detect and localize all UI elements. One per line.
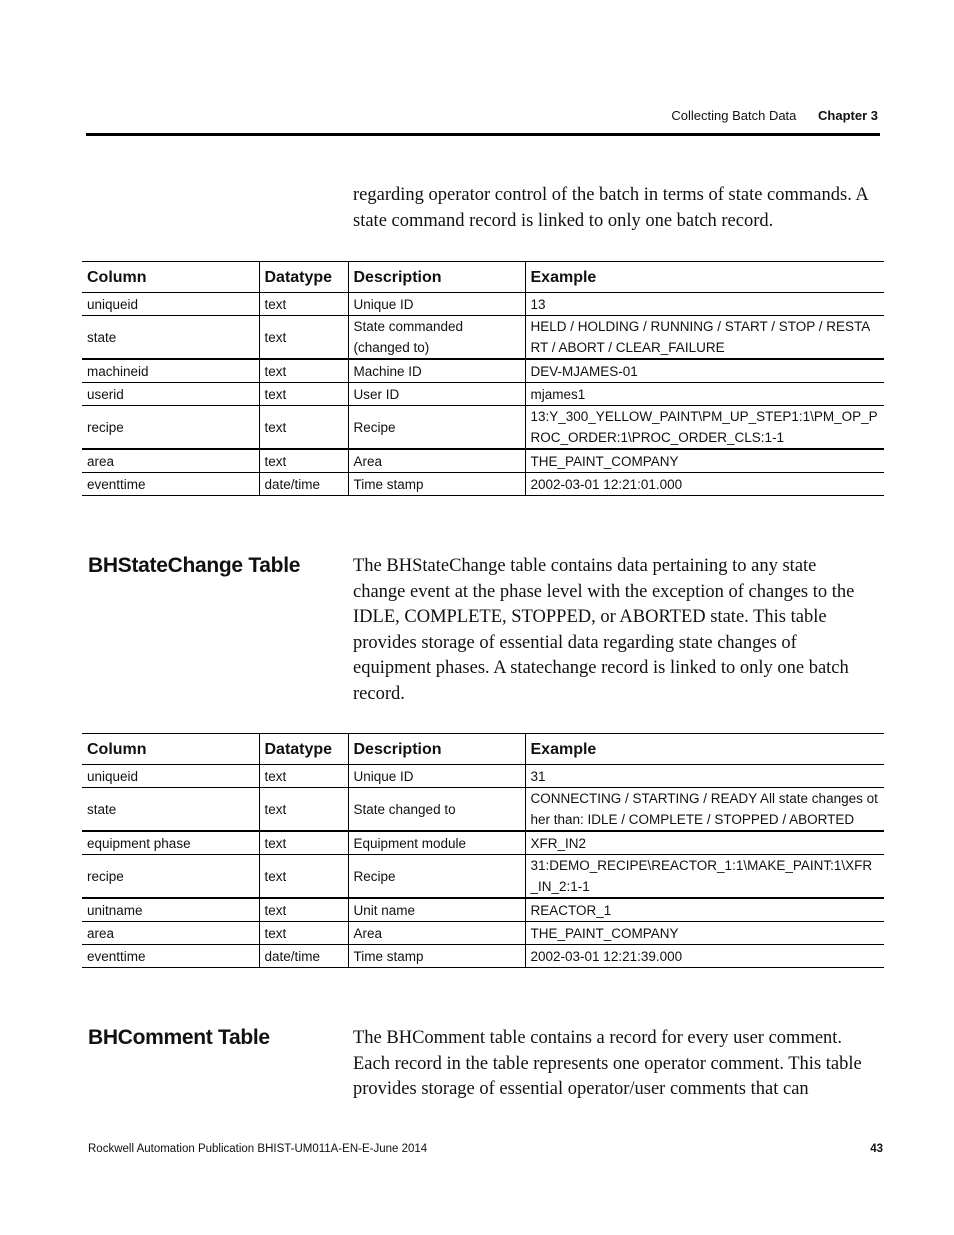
- column-header: Example: [525, 262, 884, 293]
- table-cell: 31: [525, 765, 884, 788]
- running-header: [671, 108, 878, 123]
- table-row: [82, 406, 884, 450]
- table-cell: Area: [348, 922, 525, 945]
- bhcomment-heading: BHComment Table: [88, 1026, 270, 1049]
- table-cell: date/time: [259, 473, 348, 496]
- table-cell: machineid: [82, 359, 259, 383]
- table-cell: THE_PAINT_COMPANY: [525, 922, 884, 945]
- table-cell: Recipe: [348, 406, 525, 450]
- table-cell: text: [259, 406, 348, 450]
- column-header: Description: [348, 262, 525, 293]
- table-header-row: [82, 734, 884, 765]
- bhstatechange-paragraph: The BHStateChange table contains data pertaining to any state change event at the phase level with the exception of changes to the IDLE, COMPLETE, STOPPED, or ABORTED state. This table provides storage of essential data regarding state changes of equipment phases. A statechange record is linked to only one batch record.: [353, 556, 855, 704]
- table-cell: 13: [525, 293, 884, 316]
- bhstatechange-heading: BHStateChange Table: [88, 554, 301, 577]
- table-cell: 31:DEMO_RECIPE\REACTOR_1:1\MAKE_PAINT:1\XFR_IN_2:1-1: [525, 855, 884, 899]
- page-number: 43: [870, 1143, 883, 1155]
- bhcomment-paragraph: The BHComment table contains a record for every user comment. Each record in the table represents one operator comment. This table provides storage of essential operator/user comments that can: [353, 1028, 862, 1099]
- table-cell: uniqueid: [82, 293, 259, 316]
- column-header: Description: [348, 734, 525, 765]
- table-cell: Recipe: [348, 855, 525, 899]
- table-cell: text: [259, 855, 348, 899]
- table-cell: recipe: [82, 406, 259, 450]
- table-cell: User ID: [348, 383, 525, 406]
- header-rule: [86, 133, 880, 136]
- table-cell: date/time: [259, 945, 348, 968]
- column-header: Datatype: [259, 262, 348, 293]
- table-cell: uniqueid: [82, 765, 259, 788]
- column-header: Column: [82, 262, 259, 293]
- column-header: Datatype: [259, 734, 348, 765]
- table-cell: CONNECTING / STARTING / READY All state changes other than: IDLE / COMPLETE / STOPPED / ABORTED: [525, 788, 884, 832]
- table-cell: text: [259, 831, 348, 855]
- table-cell: Time stamp: [348, 473, 525, 496]
- table-cell: eventtime: [82, 945, 259, 968]
- table-cell: state: [82, 316, 259, 360]
- table-row: [82, 293, 884, 316]
- column-header: Column: [82, 734, 259, 765]
- table-row: [82, 765, 884, 788]
- table-cell: text: [259, 898, 348, 922]
- table-cell: THE_PAINT_COMPANY: [525, 449, 884, 473]
- table-cell: Unique ID: [348, 765, 525, 788]
- table-row: [82, 855, 884, 899]
- chapter-label: Chapter 3: [818, 108, 878, 123]
- table-cell: Machine ID: [348, 359, 525, 383]
- table-row: [82, 831, 884, 855]
- table-row: [82, 359, 884, 383]
- table-cell: text: [259, 316, 348, 360]
- table-row: [82, 788, 884, 832]
- table-cell: REACTOR_1: [525, 898, 884, 922]
- table-row: [82, 316, 884, 360]
- table-cell: Time stamp: [348, 945, 525, 968]
- state-command-table: [82, 261, 884, 496]
- table-cell: mjames1: [525, 383, 884, 406]
- table-header-row: [82, 262, 884, 293]
- table-cell: Equipment module: [348, 831, 525, 855]
- table-cell: text: [259, 765, 348, 788]
- table-cell: text: [259, 359, 348, 383]
- table-cell: text: [259, 922, 348, 945]
- table-cell: DEV-MJAMES-01: [525, 359, 884, 383]
- table-cell: text: [259, 383, 348, 406]
- table-cell: 2002-03-01 12:21:39.000: [525, 945, 884, 968]
- section-title: Collecting Batch Data: [671, 108, 797, 123]
- table-cell: XFR_IN2: [525, 831, 884, 855]
- table-cell: HELD / HOLDING / RUNNING / START / STOP / RESTART / ABORT / CLEAR_FAILURE: [525, 316, 884, 360]
- table-cell: text: [259, 788, 348, 832]
- table-row: [82, 922, 884, 945]
- table-cell: text: [259, 293, 348, 316]
- table-cell: area: [82, 449, 259, 473]
- table-cell: eventtime: [82, 473, 259, 496]
- table-row: [82, 383, 884, 406]
- table-cell: State commanded (changed to): [348, 316, 525, 360]
- intro-paragraph: regarding operator control of the batch in terms of state commands. A state command record is linked to only one batch record.: [353, 185, 868, 231]
- state-change-table: [82, 733, 884, 968]
- table-cell: recipe: [82, 855, 259, 899]
- table-row: [82, 898, 884, 922]
- table-row: [82, 945, 884, 968]
- table-row: [82, 473, 884, 496]
- table-cell: Unique ID: [348, 293, 525, 316]
- table-row: [82, 449, 884, 473]
- table-cell: 13:Y_300_YELLOW_PAINT\PM_UP_STEP1:1\PM_OP_PROC_ORDER:1\PROC_ORDER_CLS:1-1: [525, 406, 884, 450]
- table-cell: state: [82, 788, 259, 832]
- table-cell: State changed to: [348, 788, 525, 832]
- table-cell: Unit name: [348, 898, 525, 922]
- table-cell: Area: [348, 449, 525, 473]
- column-header: Example: [525, 734, 884, 765]
- footer-publication: Rockwell Automation Publication BHIST-UM011A-EN-E-June 2014: [88, 1143, 428, 1155]
- table-cell: userid: [82, 383, 259, 406]
- table-cell: 2002-03-01 12:21:01.000: [525, 473, 884, 496]
- table-cell: unitname: [82, 898, 259, 922]
- table-cell: area: [82, 922, 259, 945]
- table-cell: equipment phase: [82, 831, 259, 855]
- table-cell: text: [259, 449, 348, 473]
